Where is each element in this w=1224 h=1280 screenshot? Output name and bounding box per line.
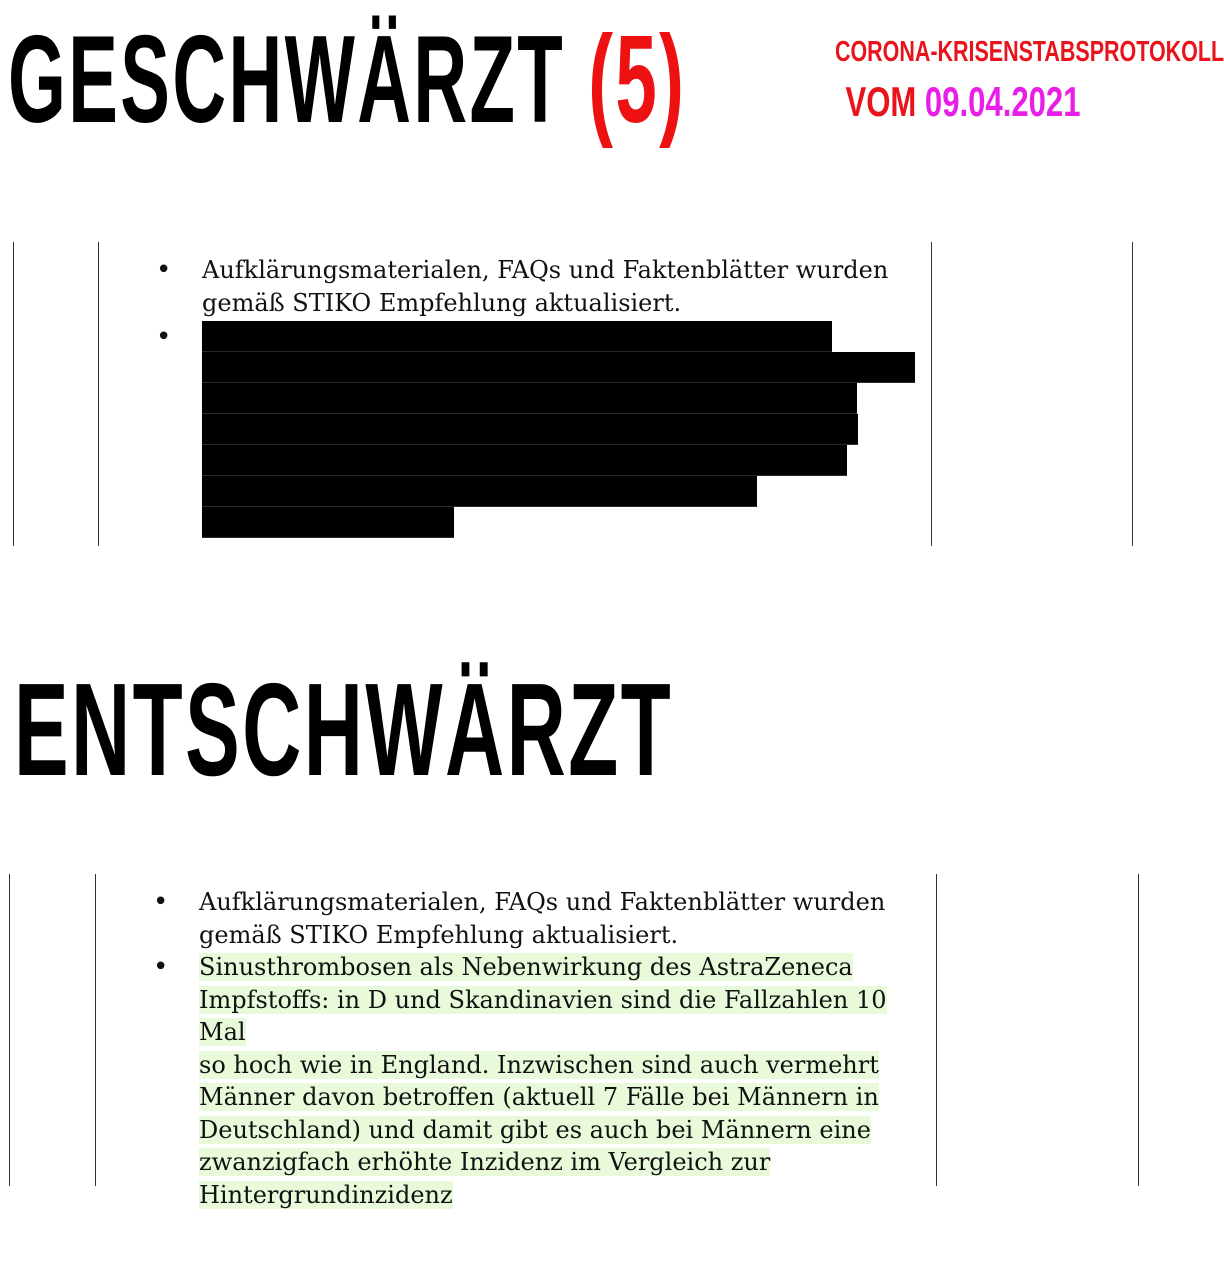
frame-line xyxy=(1138,874,1139,1186)
highlighted-text: Impfstoffs: in D und Skandinavien sind die Fallzahlen 10 Mal xyxy=(199,985,887,1046)
highlighted-text: so hoch wie in England. Inzwischen sind auch vermehrt xyxy=(199,1050,879,1079)
caption-protocol-name: CORONA-KRISENSTABSPROTOKOLL xyxy=(834,36,1224,68)
frame-line xyxy=(1132,242,1133,546)
list-item xyxy=(156,254,936,319)
caption-date: 09.04.2021 xyxy=(924,78,1081,125)
list-item-highlighted xyxy=(153,951,933,1211)
headline-entschwaerzt: ENTSCHWÄRZT xyxy=(14,656,674,803)
redaction-bar xyxy=(202,414,858,445)
frame-line xyxy=(13,242,14,546)
redaction-bar xyxy=(202,383,857,414)
redaction-block xyxy=(202,321,936,538)
bullet-text: Aufklärungsmaterialen, FAQs und Faktenblätter wurden xyxy=(199,888,886,916)
redaction-bar xyxy=(202,321,832,352)
highlighted-text: Sinusthrombosen als Nebenwirkung des AstraZeneca xyxy=(199,953,853,981)
caption-date-line xyxy=(835,78,1091,125)
unredacted-document-excerpt xyxy=(153,886,933,1211)
list-item-redacted xyxy=(156,321,936,538)
highlighted-text: zwanzigfach erhöhte Inzidenz im Vergleich zur xyxy=(199,1148,771,1176)
highlighted-text: Männer davon betroffen (aktuell 7 Fälle bei Männern in xyxy=(199,1083,879,1111)
highlighted-text: Hintergrundinzidenz xyxy=(199,1180,453,1209)
frame-line xyxy=(9,874,10,1186)
bullet-text: Aufklärungsmaterialen, FAQs und Faktenblätter wurden xyxy=(202,256,889,284)
frame-line xyxy=(98,242,99,546)
bullet-text: gemäß STIKO Empfehlung aktualisiert. xyxy=(199,920,679,949)
frame-line xyxy=(936,874,937,1186)
list-item xyxy=(153,886,933,951)
highlighted-text: Deutschland) und damit gibt es auch bei Männern eine xyxy=(199,1115,871,1144)
caption-vom: VOM xyxy=(845,78,917,125)
redaction-bar xyxy=(202,476,757,507)
protocol-caption xyxy=(790,36,1224,125)
headline-number: (5) xyxy=(588,11,687,149)
headline-word: GESCHWÄRZT xyxy=(8,11,566,149)
redacted-document-excerpt xyxy=(156,254,936,538)
bullet-text: gemäß STIKO Empfehlung aktualisiert. xyxy=(202,288,682,317)
frame-line xyxy=(95,874,96,1186)
redaction-bar xyxy=(202,445,847,476)
redaction-bar xyxy=(202,352,915,383)
redaction-bar xyxy=(202,507,454,538)
headline-geschwaerzt xyxy=(8,11,687,149)
